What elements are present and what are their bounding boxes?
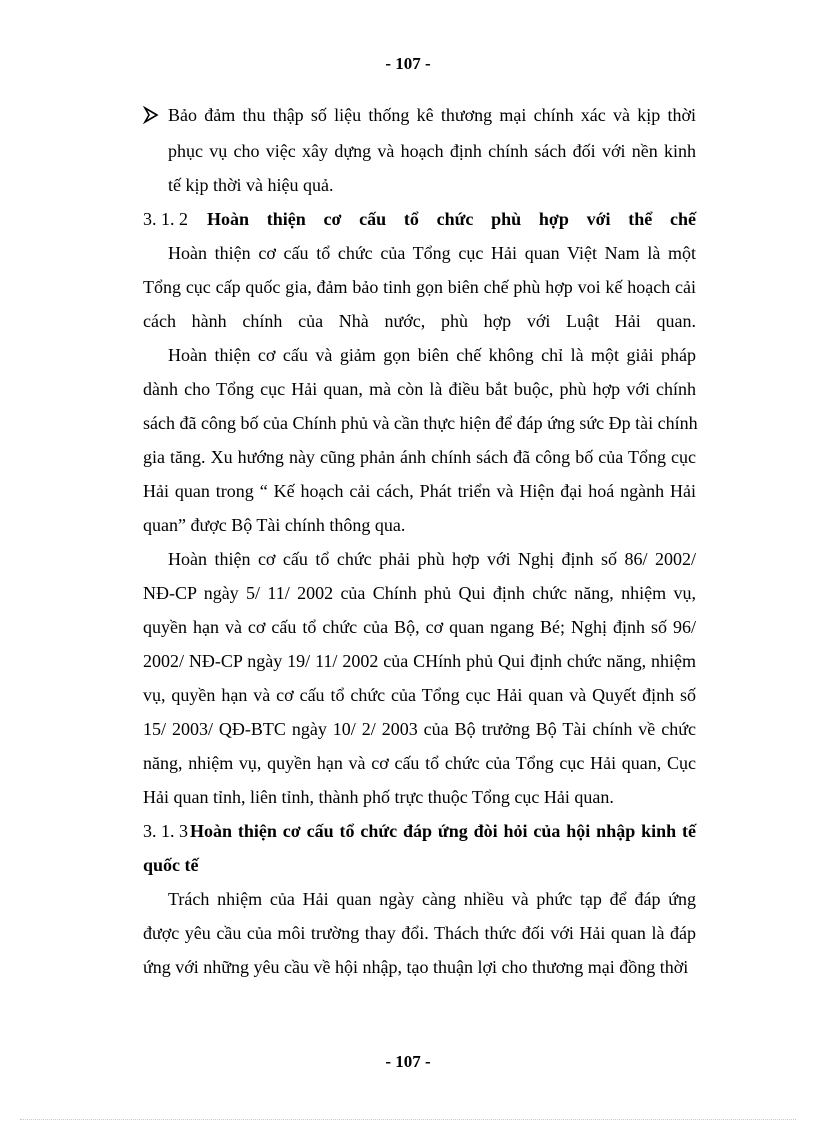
text-line: Hải quan trong “ Kế hoạch cải cách, Phát triển và Hiện đại hoá ngành Hải (143, 481, 696, 501)
text-line: cách hành chính của Nhà nước, phù hợp với Luật Hải quan. (143, 311, 696, 331)
text-line: 2002/ NĐ-CP ngày 19/ 11/ 2002 của CHính phủ Qui định chức năng, nhiệm (143, 651, 696, 671)
text-line: được yêu cầu của môi trường thay đổi. Thách thức đối với Hải quan là đáp (143, 923, 696, 943)
text-line: quyền hạn và cơ cấu tổ chức của Bộ, cơ quan ngang Bé; Nghị định số 96/ (143, 617, 696, 637)
page-divider (20, 1119, 796, 1120)
text-line: Hải quan tỉnh, liên tỉnh, thành phố trực thuộc Tổng cục Hải quan. (143, 787, 614, 807)
text-line: vụ, quyền hạn và cơ cấu tổ chức của Tổng cục Hải quan và Quyết định số (143, 685, 696, 705)
text-line: Hoàn thiện cơ cấu tổ chức của Tổng cục Hải quan Việt Nam là một (168, 243, 696, 263)
text-line: dành cho Tổng cục Hải quan, mà còn là điều bắt buộc, phù hợp với chính (143, 379, 696, 399)
text-line: NĐ-CP ngày 5/ 11/ 2002 của Chính phủ Qui định chức năng, nhiệm vụ, (143, 583, 696, 603)
section-number: 3. 1. 3 (143, 821, 188, 841)
page-number-bottom: - 107 - (385, 1052, 431, 1071)
section-title-cont: quốc tế (143, 855, 199, 875)
section-title: Hoàn thiện cơ cấu tổ chức đáp ứng đòi hỏi của hội nhập kinh tế (190, 821, 696, 841)
page-number-top: - 107 - (385, 54, 431, 73)
text-line: Hoàn thiện cơ cấu và giảm gọn biên chế không chỉ là một giải pháp (168, 345, 696, 365)
text-line: gia tăng. Xu hướng này cũng phản ánh chính sách đã công bố của Tổng cục (143, 447, 696, 467)
text-line: ứng với những yêu cầu về hội nhập, tạo thuận lợi cho thương mại đồng thời (143, 957, 689, 977)
bullet-line: tế kịp thời và hiệu quả. (168, 175, 334, 195)
bullet-line: phục vụ cho việc xây dựng và hoạch định chính sách đối với nền kinh (168, 141, 696, 161)
text-line: năng, nhiệm vụ, quyền hạn và cơ cấu tổ chức của Tổng cục Hải quan, Cục (143, 753, 696, 773)
bullet-line: Bảo đảm thu thập số liệu thống kê thương mại chính xác và kịp thời (168, 105, 696, 125)
section-title: Hoàn thiện cơ cấu tổ chức phù hợp với thể chế (207, 209, 696, 229)
text-line: Hoàn thiện cơ cấu tổ chức phải phù hợp với Nghị định số 86/ 2002/ (168, 549, 696, 569)
text-line: Tổng cục cấp quốc gia, đảm bảo tinh gọn biên chế phù hợp voi kế hoạch cải (143, 277, 696, 297)
text-line: Trách nhiệm của Hải quan ngày càng nhiều và phức tạp để đáp ứng (168, 889, 696, 909)
arrow-bullet-icon (143, 104, 159, 126)
text-line: sách đã công bố của Chính phủ và cần thực hiện để đáp ứng sức Ðp tài chính (143, 413, 698, 433)
text-line: 15/ 2003/ QĐ-BTC ngày 10/ 2/ 2003 của Bộ trưởng Bộ Tài chính về chức (143, 719, 696, 739)
text-line: quan” được Bộ Tài chính thông qua. (143, 515, 406, 535)
section-number: 3. 1. 2 (143, 209, 188, 229)
